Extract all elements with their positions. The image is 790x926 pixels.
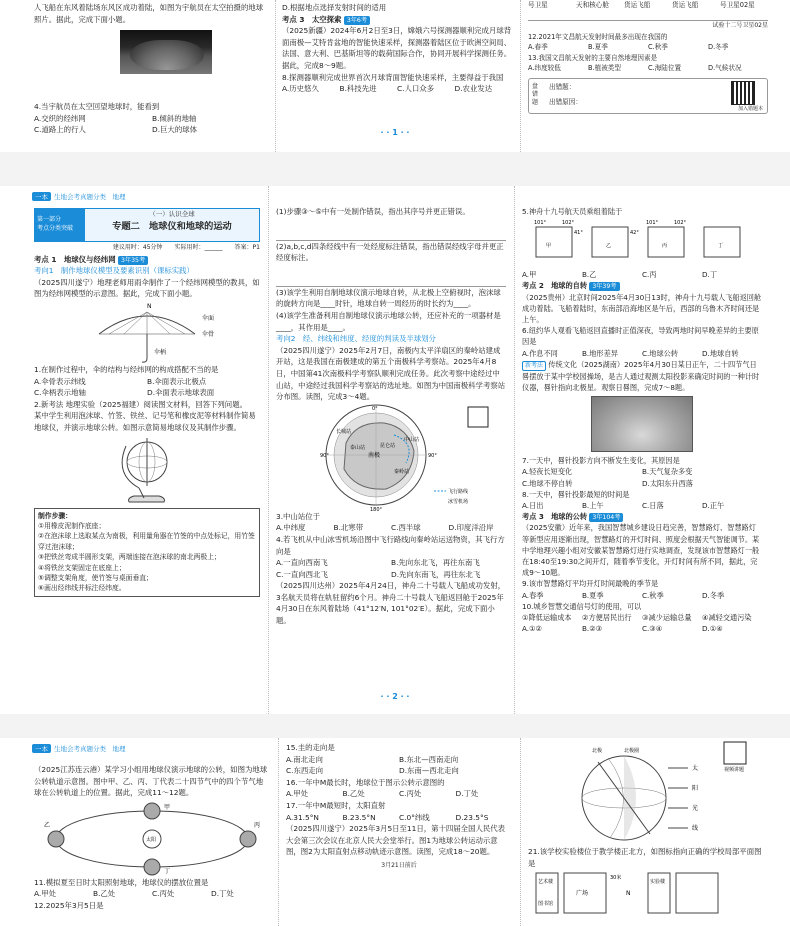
page2-col-c (522, 206, 762, 634)
error-box (528, 78, 768, 114)
passage: （2025四川遂宁）2025年3月5日至11日，第十四届全国人民代表大会第三次会议在北京人民大会堂举行。图1为地球公转运动示意图，图2为太阳直射点移动轨迹示意图。读图，完成18～20题。 (286, 824, 506, 857)
option[interactable]: D.地球自转 (702, 348, 739, 358)
option[interactable]: D.丁 (702, 270, 718, 280)
map-label: 昆仑站 (380, 442, 396, 449)
step: ②在泡沫球上选取某点为南极，利用量角器在竹签的中点处标记，用竹签穿过泡沫球； (38, 532, 255, 551)
q15-stem: 15.圭的走向是 (286, 743, 335, 752)
option[interactable]: C.秋季 (642, 590, 664, 600)
globe-figure (34, 434, 260, 508)
grid-label: 乙 (606, 243, 612, 250)
passage: （2025贵州）北京时间2025年4月30日13时，神舟十九号载人飞船返回舱成功着陆。飞船着陆时，东南部沿海地区是午后，西部的乌鲁木齐时间还是上午。 (522, 292, 762, 325)
q13-stem: 13.我国文昌航天发射的主要自然地理因素是 (528, 53, 658, 62)
step: ⑥画出经纬线并标注经纬度。 (38, 584, 126, 593)
option[interactable]: B.乙处 (93, 889, 116, 899)
page-number: · · 2 · · (380, 692, 410, 701)
option[interactable]: A.轻夜长短变化 (522, 467, 573, 477)
kd-badge: 3年35考 (118, 256, 148, 265)
orbit-label: 甲 (164, 803, 171, 811)
page-1 (0, 0, 790, 152)
sun-label: 光 (692, 805, 699, 812)
earth-photo (120, 30, 212, 74)
kd-badge: 3年6考 (344, 16, 370, 25)
step: ⑤调整支架角度，使竹签与桌面垂直； (38, 573, 153, 582)
q10-options (522, 623, 762, 634)
kd-title: 考点 3 太空探索 (282, 14, 342, 24)
q5-options (522, 269, 762, 280)
q12-options (528, 42, 768, 53)
q16-stem: 16.一年中M最长时，地球位于图示公转示意图的 (286, 777, 445, 787)
time-line: 建议用时：45分钟 实际用时：______ 答案：P1 (112, 244, 260, 251)
option[interactable]: C.③④ (642, 624, 663, 634)
qr-code-icon (468, 407, 488, 427)
q10-items (522, 612, 762, 623)
plan-label: 广场 (576, 890, 589, 898)
option[interactable]: A.春季 (522, 590, 544, 600)
error-reason-field[interactable]: 出错原因： (549, 97, 582, 106)
umbrella-label: 伞柄 (154, 348, 167, 356)
option[interactable]: D.冬季 (708, 43, 729, 51)
item: ①降低运输成本 (522, 613, 572, 623)
q5-stem: 5.神舟十九号航天员乘组着陆于 (522, 207, 623, 216)
grid-label: 101° (646, 220, 659, 227)
q11-stem: 11.模拟夏至日时太阳照射地球，地球仪的摆放位置是 (34, 877, 209, 887)
option[interactable]: B.23.5°N (342, 812, 376, 822)
option[interactable]: D.冬季 (702, 590, 725, 600)
option[interactable]: D.丁处 (211, 889, 234, 899)
page1-col-c (528, 0, 768, 114)
q11-options (34, 888, 270, 900)
option[interactable]: C.西半球 (391, 523, 421, 533)
globe-label: 北极圈 (624, 748, 640, 754)
top-line: D.根据地点选择发射时间的适用 (282, 3, 387, 12)
launch-table (528, 0, 768, 21)
q15-options (286, 754, 512, 777)
option[interactable]: A.作息不同 (522, 348, 558, 358)
q8-options (522, 500, 762, 511)
qr-code-icon (724, 742, 746, 764)
page1-col-b (282, 2, 512, 95)
option[interactable]: D.印度洋沿岸 (448, 523, 494, 533)
item: ②方便居民出行 (582, 613, 632, 623)
sub-direction: 考向1 制作地球仪模型及要素识别（课标实践） (34, 266, 194, 276)
option[interactable]: A.春季 (528, 43, 548, 51)
grid-figure (522, 217, 762, 269)
option[interactable]: C.地球不停自转 (522, 478, 573, 488)
option[interactable]: A.伞骨表示纬线 (34, 376, 86, 386)
topic-sub: （一）认识全球 (149, 210, 195, 218)
page-gap (0, 152, 790, 186)
antarctica-map (276, 403, 506, 511)
map-label: 90° (320, 452, 329, 459)
table-cell: 天和核心舱 (576, 1, 609, 9)
option[interactable]: D.①④ (702, 624, 723, 634)
q17-options (286, 812, 512, 824)
option[interactable]: A.甲 (522, 270, 537, 280)
option[interactable]: A.甲处 (34, 889, 57, 899)
q4-options (276, 557, 506, 580)
part-label: 第一部分 考点分类突破 (35, 209, 85, 241)
item: ④减轻交通污染 (702, 613, 752, 623)
umbrella-label: 伞面 (202, 314, 215, 322)
item: ③减少运输总量 (642, 613, 692, 623)
qr-label: 加入错题本 (737, 105, 763, 112)
option[interactable]: D.先向东南飞，再往东北飞 (391, 569, 481, 579)
page-number: · · 1 · · (380, 128, 410, 137)
map-label: 180° (370, 506, 383, 511)
topic-banner (34, 208, 260, 242)
option[interactable]: A.交织的经纬网 (34, 113, 86, 123)
page2-col-b (276, 206, 506, 627)
option[interactable]: B.夏季 (588, 43, 608, 51)
table-cell: 货运飞船 (672, 1, 699, 9)
q21-stem: 21.该学校实验楼位于教学楼正北方，如图标指向正确的学校局部平面图是 (528, 847, 762, 868)
page3-col-c (528, 738, 768, 919)
map-label: 泰山站 (350, 444, 366, 451)
option[interactable]: B.上午 (582, 501, 604, 511)
q9-stem: 9.该市智慧路灯平均开灯时间最晚的季节是 (522, 579, 659, 589)
option[interactable]: A.日出 (522, 501, 544, 511)
answer-line[interactable] (276, 264, 506, 287)
orbit-label: 乙 (44, 821, 51, 829)
option[interactable]: B.东北—西南走向 (399, 754, 459, 764)
qr-label: 视频讲题 (724, 767, 745, 773)
divider (278, 738, 279, 926)
grid-label: 丙 (662, 243, 668, 250)
page3-col-b (286, 742, 512, 872)
kd-title: 考点 2 地球的自转 (522, 281, 588, 291)
option[interactable]: A.中纬度 (276, 523, 306, 533)
option[interactable]: A.甲处 (286, 789, 309, 799)
option[interactable]: B.地形差异 (582, 348, 618, 358)
option[interactable]: C.伞柄表示地轴 (34, 388, 86, 398)
option[interactable]: D.伞面表示地球表面 (147, 388, 215, 398)
option[interactable]: C.一直向西北飞 (276, 569, 328, 579)
grid-label: 102° (674, 220, 687, 227)
map-label: 南极 (368, 451, 381, 459)
q1-options (34, 376, 260, 399)
sub-question: (3)该学生利用自制地球仪演示地球自转，从北极上空俯视时，泡沫球的旋转方向是____时针，地球自转一周经历的时长约为____。 (276, 287, 501, 309)
option[interactable]: B.②③ (582, 624, 603, 634)
option[interactable]: C.东西走向 (286, 766, 324, 776)
page2-col-a (34, 208, 260, 597)
q8-stem: 8.一天中，晷针投影最短的时间是 (522, 489, 630, 499)
option[interactable]: D.太阳东升西落 (642, 478, 693, 488)
q4-stem: 4.当宇航员在太空回望地球时，能看到 (34, 102, 160, 112)
page-gap (0, 714, 790, 738)
sun-label: 阳 (692, 785, 699, 792)
q12-stem: 12.2021年文昌航天发射时间最多出现在我国的 (528, 32, 668, 41)
kd-title: 考点 3 地球的公转 (522, 512, 588, 522)
option[interactable]: A.纬度较低 (528, 64, 561, 72)
option[interactable]: A.一直向西南飞 (276, 558, 328, 568)
q4-stem: 4.若飞机从中山冰雪机场沿图中飞行路线向秦岭站运送物资，其飞行方向是 (276, 534, 505, 556)
option[interactable]: C.丙处 (152, 889, 175, 899)
option[interactable]: B.乙处 (342, 789, 365, 799)
steps-box (34, 508, 260, 597)
option[interactable]: C.丙处 (399, 789, 422, 799)
table-note: 试验十二号卫星02星 (712, 22, 768, 29)
option[interactable]: C.0°纬线 (399, 812, 430, 822)
sundial-photo (591, 396, 693, 452)
campus-plan-figure (528, 869, 768, 919)
sunlight-globe-figure (528, 738, 768, 846)
sub-question: (4)该学生准备利用自制地球仪演示地球公转，还应补充的一项器材是____，其作用是____。 (276, 310, 501, 332)
option[interactable]: B.植被类型 (588, 64, 621, 72)
option[interactable]: D.23.5°S (455, 812, 489, 822)
option[interactable]: B.夏季 (582, 590, 604, 600)
q3-stem: 3.中山站位于 (276, 511, 321, 521)
legend-label: 冰雪机场 (448, 498, 469, 505)
divider (514, 186, 515, 714)
option[interactable]: B.科技先进 (339, 84, 377, 94)
page-header: 一本 生地会考真题分类 地理 (32, 744, 126, 753)
page-2 (0, 186, 790, 714)
option[interactable]: D.巨大的球体 (152, 125, 197, 135)
map-label: 秦岭站 (394, 468, 410, 475)
option[interactable]: A.南北走向 (286, 754, 323, 764)
q7-options (522, 466, 762, 488)
option[interactable]: C.海陆位置 (648, 64, 682, 72)
plan-label: 图书馆 (538, 901, 554, 908)
q13-options (528, 63, 768, 74)
q1-stem: 1.在制作过程中，伞的结构与经纬网的构成搭配不当的是 (34, 364, 219, 374)
q3-options (276, 522, 506, 534)
plan-label: 艺术楼 (538, 879, 554, 886)
q2-stem: 2.新考法 地理实验（2025福建）阅读图文材料，回答下列问题。 (34, 399, 247, 409)
divider (520, 738, 521, 926)
error-question-field[interactable]: 出错题： (549, 82, 576, 91)
kd-badge: 3年39考 (589, 282, 619, 291)
q6-stem: 6.纽约华人观看飞船返回直播时正值深夜，导致两地时间早晚差异的主要原因是 (522, 326, 759, 347)
passage: （2025四川达州）2025年4月24日，神舟二十号载人飞船成功发射，3名航天员将在轨驻留约6个月。神舟二十号载人飞船返回舱于2025年4月30日在东风着陆场（41°12′N, 101°02′E）。据此，完成下面小题。 (276, 581, 506, 626)
kd-badge: 3年104考 (589, 513, 623, 522)
umbrella-label-n: N (147, 302, 152, 310)
q9-options (522, 590, 762, 601)
steps-title: 制作步骤： (38, 511, 72, 520)
new-tag: 新考法 (522, 361, 546, 371)
table-cell: 号卫星 (528, 1, 548, 9)
sun-label: 线 (692, 825, 699, 832)
orbit-label: 丁 (164, 867, 171, 875)
passage: （2025四川遂宁）地理老师用雨伞制作了一个经纬网模型的教具，如图为经纬网模型的示意图。据此，完成下面小题。 (34, 277, 260, 299)
kd-title: 考点 1 地球仪与经纬网 (34, 254, 116, 264)
map-label: 90° (428, 452, 437, 459)
step: ③把铁丝弯成半圆形支架，两端连接在泡沫球的南北两极上； (38, 553, 221, 562)
answer-line[interactable] (276, 218, 506, 241)
q8-options (282, 83, 512, 95)
table-cell: 号卫星02星 (720, 1, 755, 9)
legend-label: 飞行路线 (448, 488, 469, 495)
option[interactable]: A.①② (522, 624, 542, 634)
grid-label: 42° (630, 230, 639, 237)
option[interactable]: B.先向东北飞，再往东南飞 (391, 558, 480, 568)
q17-stem: 17.一年中M最短时，太阳直射 (286, 800, 386, 810)
orbit-label: 太阳 (146, 836, 157, 843)
globe-label: 北极 (592, 748, 603, 754)
page1-col-a (34, 2, 270, 136)
page-header: 一本 生地会考真题分类 地理 (32, 192, 126, 201)
grid-label: 甲 (546, 243, 552, 250)
option[interactable]: D.东南—西北走向 (399, 766, 459, 776)
qr-code-icon[interactable] (731, 81, 755, 105)
error-box-label: 盘错题 (532, 82, 539, 106)
option[interactable]: C.人口众多 (397, 84, 435, 94)
topic-title: 专题二 地球仪和地球的运动 (112, 221, 232, 232)
sun-label: 太 (692, 765, 699, 772)
sub-question: (1)步骤③～⑤中有一处制作错误，指出其序号并更正错误。 (276, 207, 470, 216)
plan-label: 实验楼 (650, 879, 666, 886)
option[interactable]: C.丙 (642, 270, 657, 280)
plan-label: 30米 (610, 875, 622, 882)
umbrella-figure (34, 300, 260, 364)
option[interactable]: C.道路上的行人 (34, 125, 86, 135)
option[interactable]: B.倾斜的地轴 (152, 113, 197, 123)
q16-options (286, 788, 512, 800)
sub-question: (2)a,b,c,d四条经线中有一处经度标注错误，指出错误经线字母并更正经度标注。 (276, 241, 504, 263)
option[interactable]: A.31.5°N (286, 812, 319, 822)
option[interactable]: D.气候状况 (708, 64, 742, 72)
map-label: 长城站 (336, 428, 352, 435)
orbit-figure (34, 799, 270, 877)
q6-options (522, 348, 762, 359)
option[interactable]: C.地球公转 (642, 348, 679, 358)
figure-caption: 3月21日前后 (381, 861, 417, 869)
grid-label: 101° (534, 220, 547, 227)
grid-label: 41° (574, 230, 583, 237)
option[interactable]: D.农业发达 (454, 84, 493, 94)
option[interactable]: C.日落 (642, 501, 664, 511)
option[interactable]: D.丁处 (455, 789, 479, 799)
passage: 某中学生利用泡沫球、竹签、铁丝、记号笔和橡皮泥等材料制作简易地球仪，并演示地球公转。如图示意简易地球仪及其制作步骤。 (34, 411, 256, 432)
page-3 (0, 738, 790, 926)
sub-direction: 考向2 经、纬线和纬度、经度的判读及半球划分 (276, 334, 436, 344)
option[interactable]: B.北寒带 (333, 523, 364, 533)
plan-label: N (626, 890, 631, 898)
grid-label: 102° (562, 220, 575, 227)
q8-stem: 8.探测器顺利完成世界首次月球背面智能快速采样，主要得益于我国 (282, 72, 504, 82)
option[interactable]: B.乙 (582, 270, 597, 280)
q7-stem: 7.一天中，晷针投影方向不断发生变化，其原因是 (522, 456, 680, 466)
option[interactable]: A.历史悠久 (282, 84, 319, 94)
q10-stem: 10.城乡智慧交通信号灯的使用，可以 (522, 601, 642, 611)
option[interactable]: B.伞面表示北极点 (147, 376, 207, 386)
option[interactable]: B.天气复杂多变 (642, 467, 693, 477)
option[interactable]: D.正午 (702, 501, 725, 511)
map-label: 0° (372, 405, 378, 412)
passage: （2025安徽）近年来，我国智慧城乡建设日趋完善，智慧路灯、智慧路灯等新型应用逐渐出现，智慧路灯的开灯时间、照度会根据天气智能调节。某中学地理兴趣小组对安徽某智慧路灯进行实地调查，发现该市智慧路灯一般在18:40至19:30之间开灯，随着季节变化，开灯时间有所不同，据此，完成9～10题。 (522, 523, 760, 578)
table-cell: 货运飞船 (624, 1, 651, 9)
umbrella-label: 伞骨 (202, 330, 215, 338)
step: ①用橡皮泥制作底座； (38, 521, 106, 530)
intro-text: 人飞船在东风着陆场东风区成功着陆，如图为宇航员在太空拍摄的地球照片。据此，完成下面小题。 (34, 3, 264, 24)
option[interactable]: C.秋季 (648, 43, 668, 51)
page3-col-a (34, 764, 270, 912)
grid-label: 丁 (718, 243, 724, 250)
passage: （2025四川遂宁）2025年2月7日，南极内太平洋扇区的秦岭站建成开站，这是我国在南极建成的第五个南极科学考察站。2025年4月8日，中国第41次南极科学考察队顺利完成任务。此次考察中途经过中山站，中途经过我国科学考察站的选址地。如图为中国南极科学考察站分布图。读图，完成3～4题。 (276, 345, 506, 402)
q12-stem: 12.2025年3月5日是 (34, 900, 104, 910)
step: ④将铁丝支架固定在底座上； (38, 563, 126, 572)
passage: （2025新疆）2024年6月2日至3日，嫦娥六号探测器顺利完成月球背面南极—艾特肯盆地的智能快速采样，探测器着陆区位于欧洲空间局、法国、意大利、巴基斯坦等的载荷国际合作，协同开展科学探测任务。据此，完成8～9题。 (282, 26, 512, 70)
map-label: 中山站 (404, 436, 420, 443)
divider (268, 186, 269, 714)
passage: 传统文化（2025湖南）2025年4月30日某日正午，二十四节气日晷摆放于某中学校园操场，是古人通过观测太阳投影来确定时间的一种计时仪器，晷针指向北极星。观察日晷图，完成7～8题。 (522, 359, 760, 393)
passage: （2025江苏连云港）某学习小组用地球仪演示地球的公转，如图为地球公转轨道示意图。图中甲、乙、丙、丁代表二十四节气中的四个节气地球在公转轨道上的位置。据此，完成11～12题。 (34, 765, 268, 798)
orbit-label: 丙 (254, 821, 261, 829)
